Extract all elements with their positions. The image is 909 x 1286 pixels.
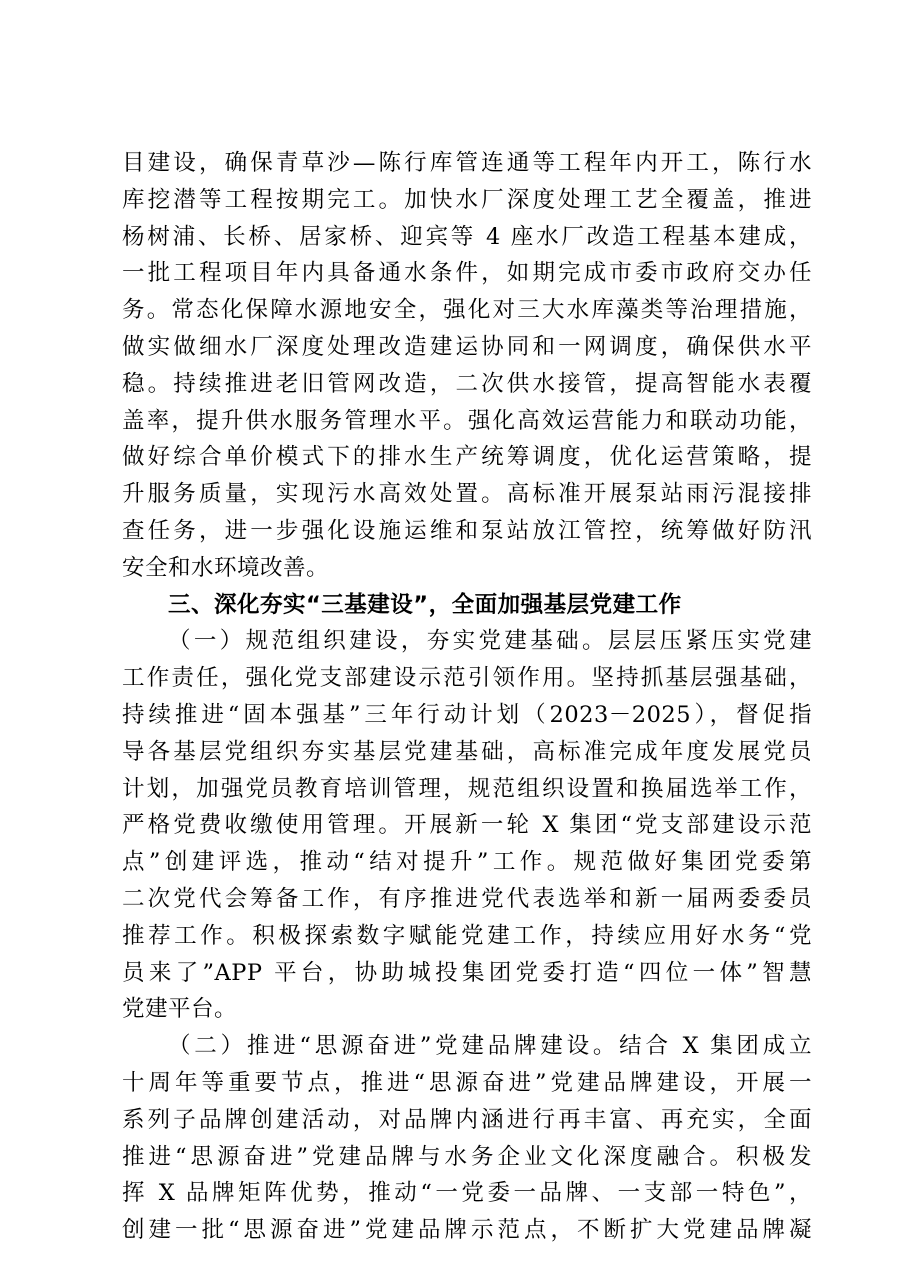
paragraph-infrastructure: [122, 145, 812, 587]
text-line: 二次党代会筹备工作，有序推进党代表选举和新一届两委委员: [122, 885, 812, 912]
text-line: 做实做细水厂深度处理改造建运协同和一网调度，确保供水平: [122, 333, 812, 360]
text-line: 持续推进“固本强基”三年行动计划（2023－2025），督促指: [122, 701, 812, 728]
text-line: 系列子品牌创建活动，对品牌内涵进行再丰富、再充实，全面: [122, 1106, 812, 1133]
text-line: （二）推进“思源奋进”党建品牌建设。结合 X 集团成立: [168, 1033, 812, 1060]
text-line: 一批工程项目年内具备通水条件，如期完成市委市政府交办任: [122, 260, 812, 287]
text-line: 点”创建评选，推动“结对提升”工作。规范做好集团党委第: [122, 849, 812, 876]
text-line: 目建设，确保青草沙—陈行库管连通等工程年内开工，陈行水: [122, 150, 812, 176]
text-line: 员来了”APP 平台，协助城投集团党委打造“四位一体”智慧: [122, 959, 812, 986]
document-body: [122, 145, 812, 1249]
text-line: 稳。持续推进老旧管网改造，二次供水接管，提高智能水表覆: [122, 370, 812, 397]
paragraph-organization: [122, 623, 812, 1028]
text-line: 做好综合单价模式下的排水生产统筹调度，优化运营策略，提: [122, 444, 812, 471]
text-line: （一）规范组织建设，夯实党建基础。层层压紧压实党建: [168, 628, 812, 655]
text-line: 导各基层党组织夯实基层党建基础，高标准完成年度发展党员: [122, 738, 812, 765]
text-line: 创建一批“思源奋进”党建品牌示范点，不断扩大党建品牌凝: [122, 1217, 812, 1244]
text-line: 升服务质量，实现污水高效处置。高标准开展泵站雨污混接排: [122, 481, 812, 508]
text-line: 推荐工作。积极探索数字赋能党建工作，持续应用好水务“党: [122, 922, 812, 949]
section-heading: 三、深化夯实“三基建设”，全面加强基层党建工作: [168, 591, 682, 618]
text-line: 盖率，提升供水服务管理水平。强化高效运营能力和联动功能，: [122, 407, 812, 434]
text-line: 杨树浦、长桥、居家桥、迎宾等 4 座水厂改造工程基本建成，: [122, 223, 812, 250]
text-line: 查任务，进一步强化设施运维和泵站放江管控，统筹做好防汛: [122, 517, 812, 544]
text-line: 计划，加强党员教育培训管理，规范组织设置和换届选举工作，: [122, 775, 812, 802]
text-line: 推进“思源奋进”党建品牌与水务企业文化深度融合。积极发: [122, 1143, 812, 1170]
text-line: 工作责任，强化党支部建设示范引领作用。坚持抓基层强基础，: [122, 665, 812, 692]
paragraph-brand: [122, 1028, 812, 1249]
text-line: 安全和水环境改善。: [122, 554, 330, 581]
text-line: 挥 X 品牌矩阵优势，推动“一党委一品牌、一支部一特色”，: [122, 1180, 812, 1207]
text-line: 严格党费收缴使用管理。开展新一轮 X 集团“党支部建设示范: [122, 812, 812, 839]
text-line: 十周年等重要节点，推进“思源奋进”党建品牌建设，开展一: [122, 1069, 812, 1096]
text-line: 党建平台。: [122, 996, 238, 1023]
text-line: 库挖潜等工程按期完工。加快水厂深度处理工艺全覆盖，推进: [122, 186, 812, 213]
text-line: 务。常态化保障水源地安全，强化对三大水库藻类等治理措施，: [122, 297, 812, 324]
